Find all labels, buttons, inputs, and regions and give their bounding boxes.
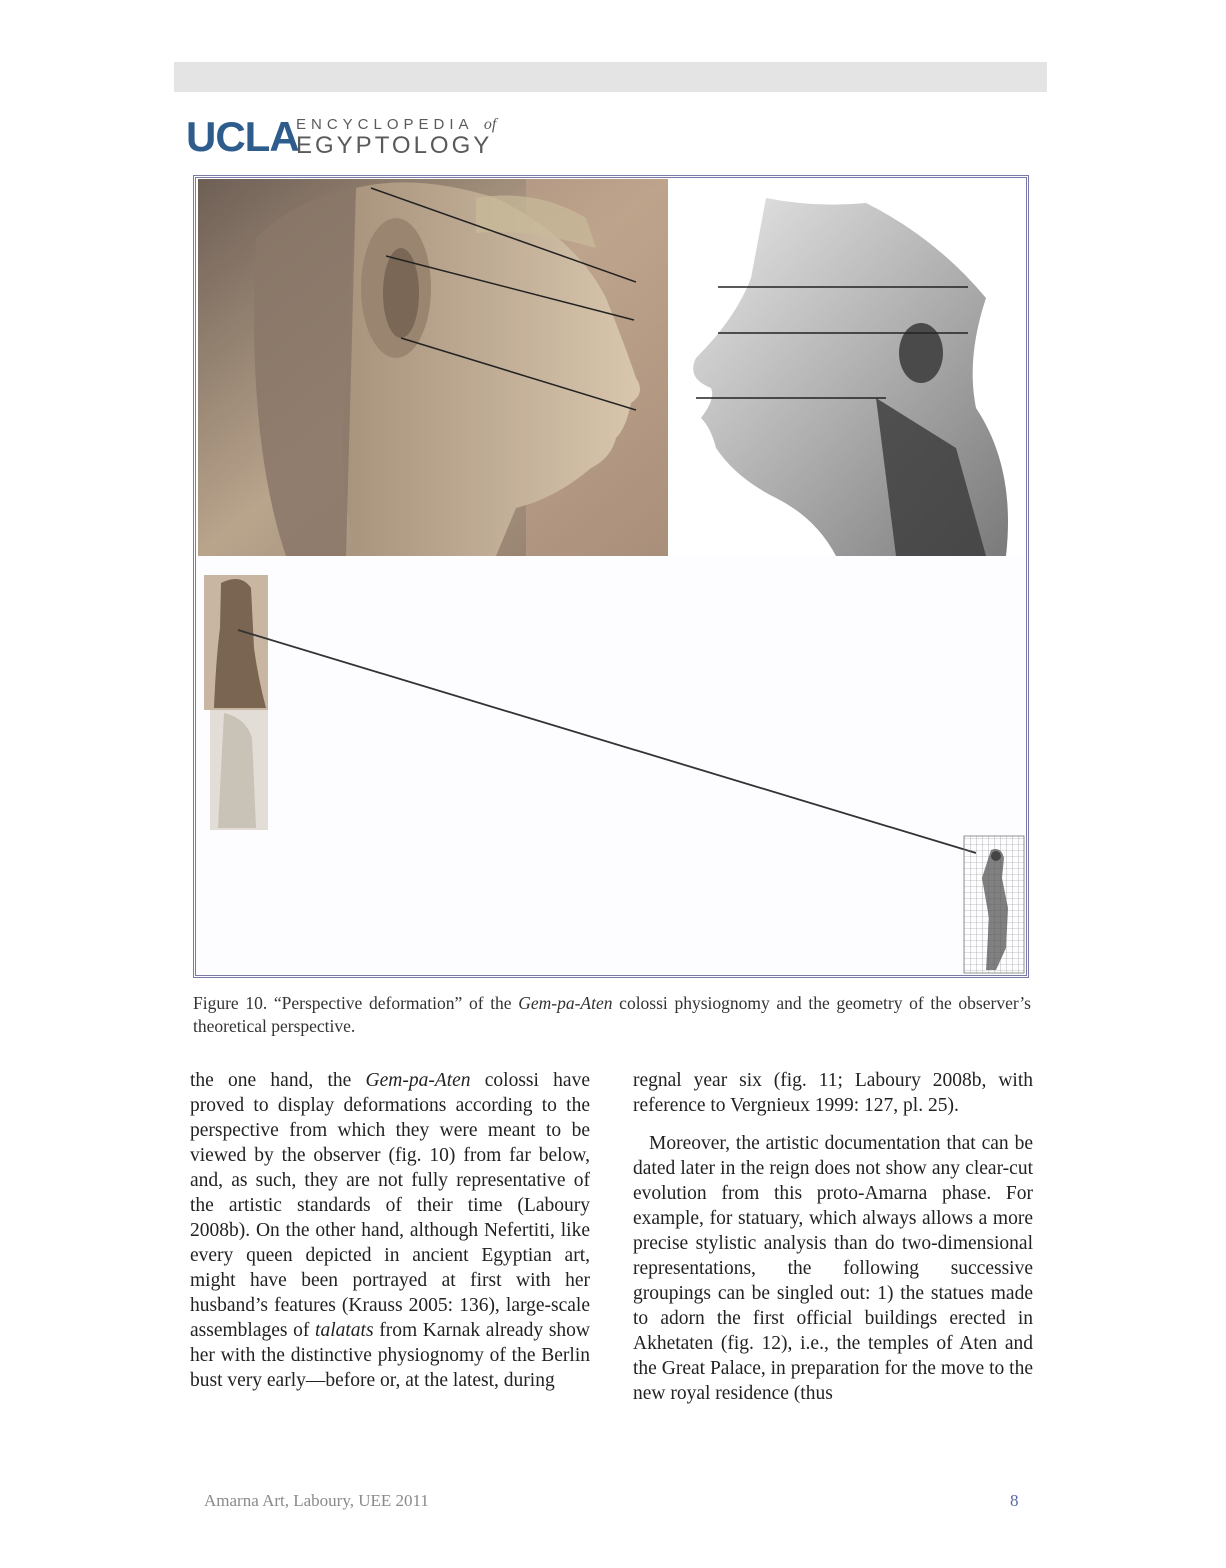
body-column-left	[190, 1068, 590, 1393]
colossus-head-photo	[198, 179, 668, 556]
logo-encyclopedia-text: ENCYCLOPEDIA of	[296, 116, 497, 133]
colossus-full-statue-photo	[204, 575, 268, 830]
footer-citation: Amarna Art, Laboury, UEE 2011	[204, 1491, 429, 1510]
observer-grid-figure	[964, 836, 1024, 973]
page-number: 8	[1010, 1491, 1019, 1510]
logo-egyptology-text: EGYPTOLOGY	[296, 132, 493, 159]
nefertiti-head-photo	[668, 179, 1024, 556]
logo-ucla-text: UCLA	[186, 113, 299, 160]
figure-10	[193, 175, 1029, 978]
perspective-line	[238, 630, 976, 853]
figure-caption: Figure 10. “Perspective deformation” of the Gem-pa-Aten colossi physiognomy and the geometry of the observer’s theoretical perspective.	[193, 993, 1031, 1036]
figure-illustration	[196, 178, 1026, 975]
paragraph: regnal year six (fig. 11; Laboury 2008b, with reference to Vergnieux 1999: 127, pl. 25).	[633, 1070, 1033, 1116]
body-column-right	[633, 1068, 1033, 1406]
paragraph: Moreover, the artistic documentation that can be dated later in the reign does not show any clear-cut evolution from this proto-Amarna phase. For example, for statuary, which always allows a more precise stylistic analysis than do two-dimensional representations, the following successive groupings can be singled out: 1) the statues made to adorn the first official buildings erected in Akhetaten (fig. 12), i.e., the temples of Aten and the Great Palace, in preparation for the move to the new royal residence (thus	[633, 1133, 1033, 1404]
paragraph: the one hand, the Gem-pa-Aten colossi have proved to display deformations according to the perspective from which they were meant to be viewed by the observer (fig. 10) from far below, and, as such, they are not fully representative of the artistic standards of their time (Laboury 2008b). On the other hand, although Nefertiti, like every queen depicted in ancient Egyptian art, might have been portrayed at first with her husband’s features (Krauss 2005: 136), large-scale assemblages of talatats from Karnak already show her with the distinctive physiognomy of the Berlin bust very early—before or, at the latest, during	[190, 1070, 590, 1391]
header-bar	[174, 62, 1047, 92]
